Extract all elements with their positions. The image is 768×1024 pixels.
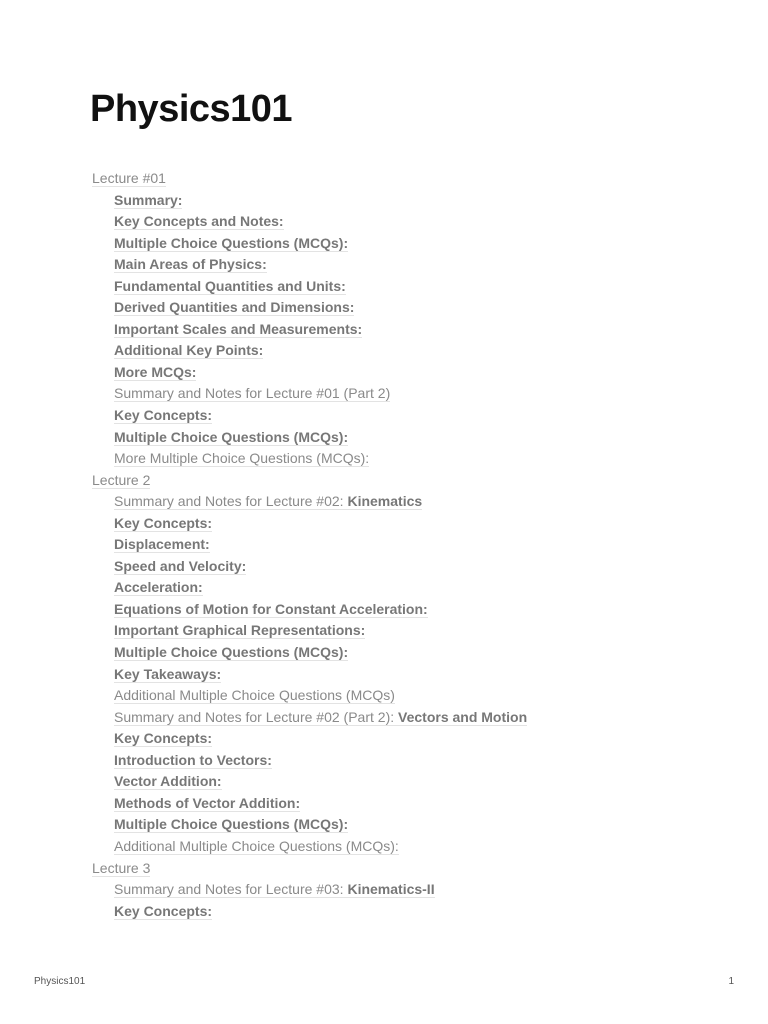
toc-entry xyxy=(92,384,732,406)
toc-link[interactable] xyxy=(114,904,212,920)
toc-link[interactable] xyxy=(114,257,267,273)
toc-link-text: Summary and Notes for Lecture #01 (Part 2) xyxy=(114,385,391,402)
toc-link[interactable] xyxy=(114,623,365,639)
footer-document-name: Physics101 xyxy=(34,976,86,987)
toc-link-text: Multiple Choice Questions (MCQs): xyxy=(114,644,349,661)
toc-link-text: Important Scales and Measurements: xyxy=(114,320,363,337)
toc-entry xyxy=(92,578,732,600)
toc-link-text: Introduction to Vectors: xyxy=(114,751,272,768)
toc-link-text: Key Concepts: xyxy=(114,902,213,919)
toc-link-text: Additional Multiple Choice Questions (MCQs): xyxy=(114,837,399,854)
toc-link-text: Speed and Velocity: xyxy=(114,557,247,574)
toc-link-text: Derived Quantities and Dimensions: xyxy=(114,299,355,316)
toc-entry xyxy=(92,320,732,342)
toc-entry xyxy=(92,729,732,751)
toc-link[interactable] xyxy=(92,473,150,489)
toc-link-text: Lecture 3 xyxy=(92,859,151,876)
toc-link[interactable] xyxy=(114,300,354,316)
toc-entry xyxy=(92,535,732,557)
toc-link[interactable] xyxy=(114,408,212,424)
toc-link[interactable] xyxy=(114,774,222,790)
toc-entry xyxy=(92,880,732,902)
toc-link[interactable] xyxy=(114,796,300,812)
toc-link-text: Summary and Notes for Lecture #03: xyxy=(114,881,348,898)
toc-link-text: More Multiple Choice Questions (MCQs): xyxy=(114,450,370,467)
toc-link[interactable] xyxy=(114,451,369,467)
toc-lecture-heading xyxy=(92,859,732,881)
toc-link[interactable] xyxy=(114,753,272,769)
toc-link-text: Lecture #01 xyxy=(92,170,166,186)
document-title: Physics101 xyxy=(90,88,293,130)
toc-entry xyxy=(92,751,732,773)
toc-entry xyxy=(92,837,732,859)
toc-link[interactable] xyxy=(114,839,399,855)
toc-link-text: Important Graphical Representations: xyxy=(114,622,366,639)
toc-link[interactable] xyxy=(114,731,212,747)
toc-link-text: Vector Addition: xyxy=(114,773,222,790)
footer-page-number: 1 xyxy=(728,976,734,987)
toc-link-text: Key Concepts: xyxy=(114,514,213,531)
toc-link[interactable] xyxy=(114,882,435,898)
toc-entry xyxy=(92,428,732,450)
toc-link-text: Key Concepts: xyxy=(114,407,213,424)
toc-link-text: Summary and Notes for Lecture #02: xyxy=(114,493,348,510)
toc-entry xyxy=(92,621,732,643)
toc-entry xyxy=(92,449,732,471)
toc-link-text: Lecture 2 xyxy=(92,471,151,488)
toc-link-text: Summary and Notes for Lecture #02 (Part 2): xyxy=(114,708,399,725)
toc-link[interactable] xyxy=(114,602,428,618)
toc-link-text: Displacement: xyxy=(114,536,210,553)
toc-lecture-heading xyxy=(92,169,732,191)
toc-link[interactable] xyxy=(114,365,196,381)
toc-link[interactable] xyxy=(114,494,422,510)
toc-entry xyxy=(92,557,732,579)
toc-link-text: Multiple Choice Questions (MCQs): xyxy=(114,234,349,251)
toc-link-text: Main Areas of Physics: xyxy=(114,256,267,273)
toc-link[interactable] xyxy=(114,537,210,553)
toc-link-topic: Kinematics-II xyxy=(347,881,435,898)
toc-link[interactable] xyxy=(114,516,212,532)
toc-link-text: Methods of Vector Addition: xyxy=(114,794,301,811)
toc-link[interactable] xyxy=(114,193,182,209)
toc-link-text: Key Takeaways: xyxy=(114,665,222,682)
toc-link-text: Fundamental Quantities and Units: xyxy=(114,277,346,294)
toc-entry xyxy=(92,665,732,687)
toc-entry xyxy=(92,772,732,794)
toc-entry xyxy=(92,794,732,816)
toc-link[interactable] xyxy=(92,171,166,187)
toc-link[interactable] xyxy=(92,861,150,877)
toc-link-text: Summary: xyxy=(114,191,183,208)
toc-link-text: Additional Multiple Choice Questions (MCQs) xyxy=(114,687,395,704)
toc-link-text: Additional Key Points: xyxy=(114,342,264,359)
toc-lecture-heading xyxy=(92,471,732,493)
toc-entry xyxy=(92,902,732,924)
toc-entry xyxy=(92,277,732,299)
toc-link[interactable] xyxy=(114,236,348,252)
toc-link-text: More MCQs: xyxy=(114,363,197,380)
toc-entry xyxy=(92,191,732,213)
toc-entry xyxy=(92,492,732,514)
toc-link[interactable] xyxy=(114,580,203,596)
toc-entry xyxy=(92,212,732,234)
toc-link[interactable] xyxy=(114,667,221,683)
toc-entry xyxy=(92,600,732,622)
toc-link[interactable] xyxy=(114,343,263,359)
toc-link[interactable] xyxy=(114,322,362,338)
toc-link[interactable] xyxy=(114,386,390,402)
toc-link-topic: Kinematics xyxy=(347,493,423,510)
toc-link[interactable] xyxy=(114,279,346,295)
toc-entry xyxy=(92,406,732,428)
toc-entry xyxy=(92,298,732,320)
toc-link-text: Acceleration: xyxy=(114,579,203,596)
toc-entry xyxy=(92,815,732,837)
toc-entry xyxy=(92,514,732,536)
toc-link[interactable] xyxy=(114,817,348,833)
toc-link[interactable] xyxy=(114,688,395,704)
toc-entry xyxy=(92,255,732,277)
toc-entry xyxy=(92,686,732,708)
toc-link[interactable] xyxy=(114,645,348,661)
toc-entry xyxy=(92,643,732,665)
toc-link[interactable] xyxy=(114,710,527,726)
toc-entry xyxy=(92,341,732,363)
toc-link-text: Multiple Choice Questions (MCQs): xyxy=(114,816,349,833)
toc-link-text: Key Concepts: xyxy=(114,730,213,747)
toc-link-topic: Vectors and Motion xyxy=(398,708,528,725)
toc-link-text: Multiple Choice Questions (MCQs): xyxy=(114,428,349,445)
toc-link[interactable] xyxy=(114,559,246,575)
toc-link[interactable] xyxy=(114,214,284,230)
toc-entry xyxy=(92,234,732,256)
toc-link-text: Key Concepts and Notes: xyxy=(114,213,284,230)
table-of-contents xyxy=(92,169,732,923)
toc-link-text: Equations of Motion for Constant Acceleration: xyxy=(114,600,428,617)
toc-entry xyxy=(92,363,732,385)
toc-entry xyxy=(92,708,732,730)
toc-link[interactable] xyxy=(114,430,348,446)
